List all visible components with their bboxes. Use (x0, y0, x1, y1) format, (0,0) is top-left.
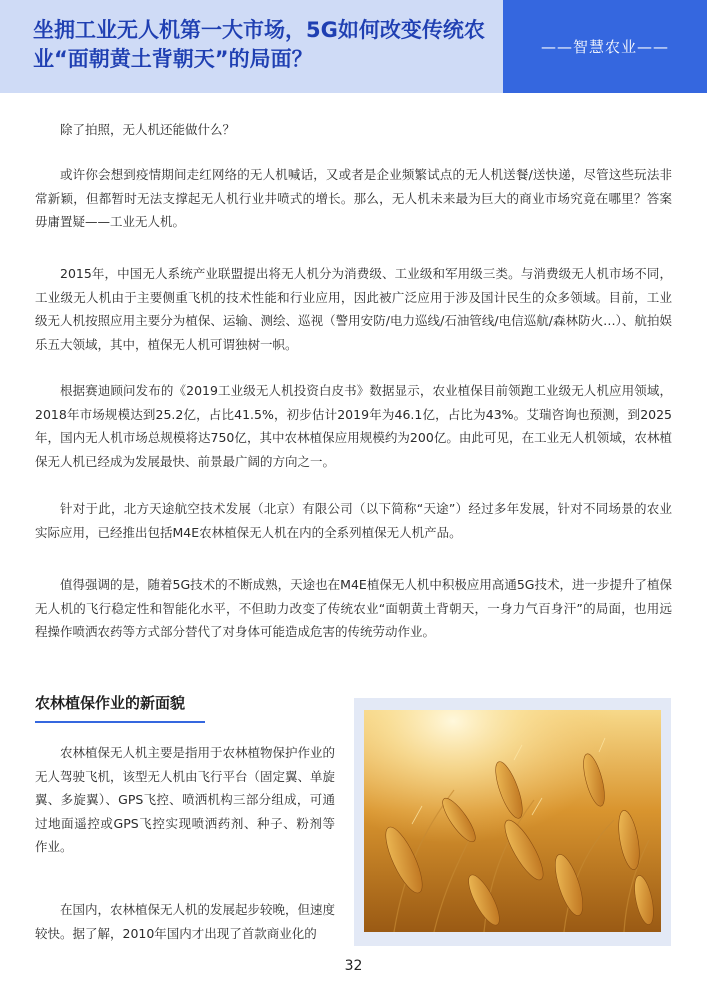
photo-frame (354, 698, 671, 946)
paragraph-1: 或许你会想到疫情期间走红网络的无人机喊话，又或者是企业频繁试点的无人机送餐/送快递，尽管这些玩法非常新颖，但都暂时无法支撑起无人机行业井喷式的增长。那么，无人机未来最为巨大的商业市场究竟在哪里？答案毋庸置疑——工业无人机。 (35, 167, 672, 229)
page-header (0, 0, 707, 93)
article-title: 坐拥工业无人机第一大市场，5G如何改变传统农业“面朝黄土背朝天”的局面？ (33, 18, 485, 71)
section-paragraph-2: 在国内，农林植保无人机的发展起步较晚，但速度较快。据了解，2010年国内才出现了首款商业化的 (35, 902, 336, 941)
paragraph-3: 根据赛迪顾问发布的《2019工业级无人机投资白皮书》数据显示，农业植保目前领跑工业级无人机应用领域，2018年市场规模达到25.2亿，占比41.5%，初步估计2019年为46.1亿，占比为43%。艾瑞咨询也预测，到2025年，国内无人机市场总规模将达750亿，其中农林植保应用规模约为200亿。由此可见，在工业无人机领域，农林植保无人机已经成为发展最快、前景最广阔的方向之一。 (35, 383, 672, 469)
paragraph-5: 值得强调的是，随着5G技术的不断成熟，天途也在M4E植保无人机中积极应用高通5G技术，进一步提升了植保无人机的飞行稳定性和智能化水平，不但助力改变了传统农业“面朝黄土背朝天，一身力气百身汗”的局面，也用远程操作喷洒农药等方式部分替代了对身体可能造成危害的传统劳动作业。 (35, 577, 672, 639)
section-paragraph-1: 农林植保无人机主要是指用于农林植物保护作业的无人驾驶飞机，该型无人机由飞行平台（固定翼、单旋翼、多旋翼）、GPS飞控、喷洒机构三部分组成，可通过地面遥控或GPS飞控实现喷洒药剂、种子、粉剂等作业。 (35, 745, 336, 854)
section-tag: ——智慧农业—— (503, 0, 707, 93)
paragraph-intro: 除了拍照，无人机还能做什么？ (60, 122, 236, 137)
section-heading: 农林植保作业的新面貌 (35, 692, 205, 723)
paragraph-4: 针对于此，北方天途航空技术发展（北京）有限公司（以下简称“天途”）经过多年发展，针对不同场景的农业实际应用，已经推出包括M4E农林植保无人机在内的全系列植保无人机产品。 (35, 501, 672, 540)
paragraph-2: 2015年，中国无人系统产业联盟提出将无人机分为消费级、工业级和军用级三类。与消费级无人机市场不同，工业级无人机由于主要侧重飞机的技术性能和行业应用，因此被广泛应用于涉及国计民生的众多领域。目前，工业级无人机按照应用主要分为植保、运输、测绘、巡视（警用安防/电力巡线/石油管线/电信巡航/森林防火…）、航拍娱乐五大领域，其中，植保无人机可谓独树一帜。 (35, 266, 672, 352)
page-number: 32 (344, 958, 363, 974)
wheat-field-photo (364, 710, 661, 932)
